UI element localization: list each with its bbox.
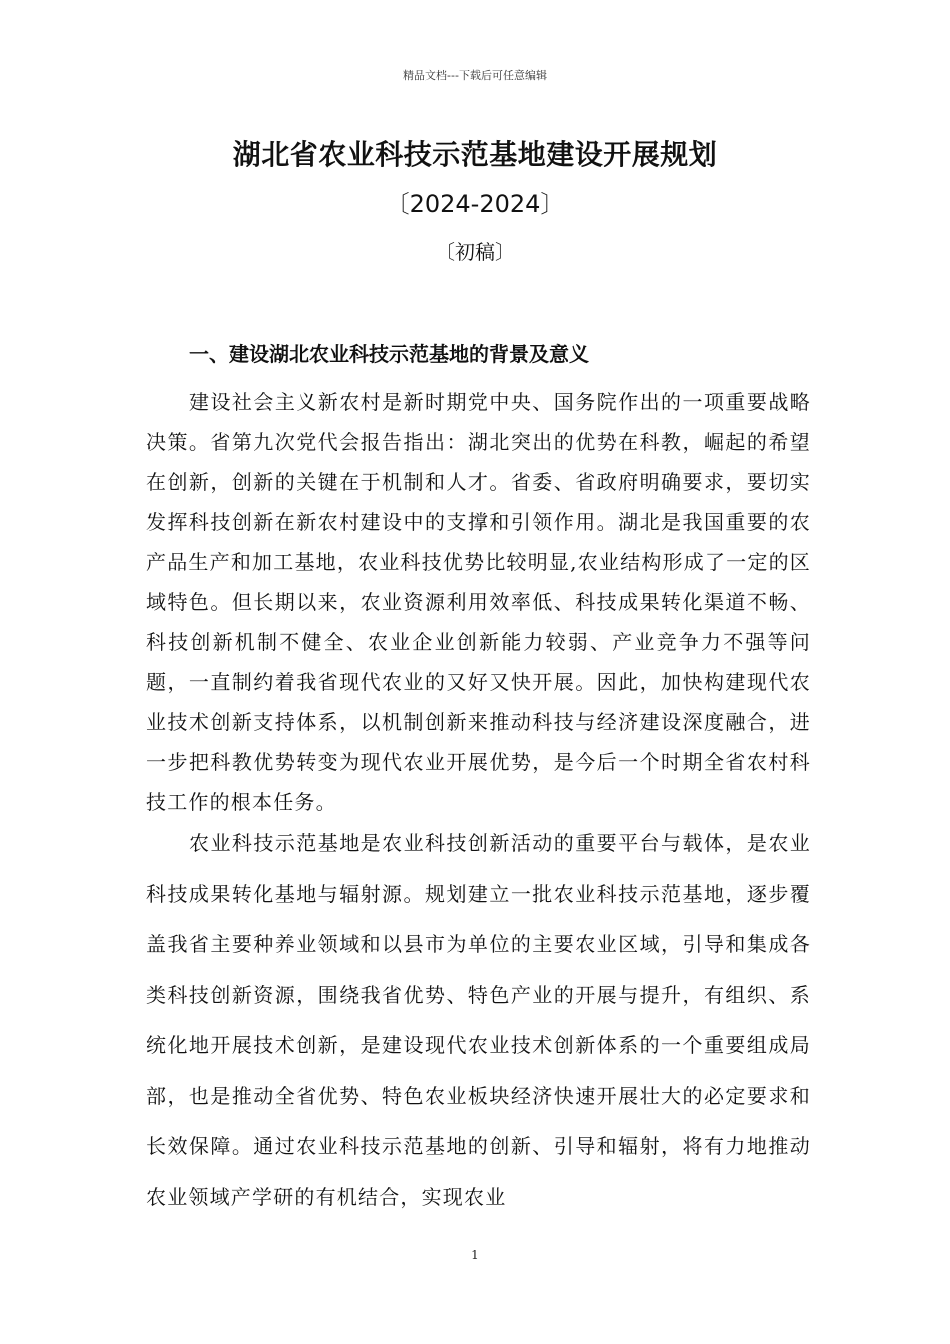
document-years: 〔2024-2024〕 [385,190,565,218]
document-title: 湖北省农业科技示范基地建设开展规划 [232,138,718,171]
page-number: 1 [471,1248,479,1262]
document-draft-label: 〔初稿〕 [435,240,515,264]
header-note: 精品文档---下载后可任意编辑 [403,69,547,82]
body-paragraph-2: 农业科技示范基地是农业科技创新活动的重要平台与载体，是农业科技成果转化基地与辐射源。规划建立一批农业科技示范基地，逐步覆盖我省主要种养业领域和以县市为单位的主要农业区域，引导和集成各类科技创新资源，围绕我省优势、特色产业的开展与提升，有组织、系统化地开展技术创新，是建设现代农业技术创新体系的一个重要组成局部，也是推动全省优势、特色农业板块经济快速开展壮大的必定要求和长效保障。通过农业科技示范基地的创新、引导和辐射，将有力地推动农业领域产学研的有机结合，实现农业 [146,831,811,1209]
section-heading: 一、建设湖北农业科技示范基地的背景及意义 [189,342,589,366]
body-paragraph-1: 建设社会主义新农村是新时期党中央、国务院作出的一项重要战略决策。省第九次党代会报告指出：湖北突出的优势在科教，崛起的希望在创新，创新的关键在于机制和人才。省委、省政府明确要求，要切实发挥科技创新在新农村建设中的支撑和引领作用。湖北是我国重要的农产品生产和加工基地，农业科技优势比较明显,农业结构形成了一定的区域特色。但长期以来，农业资源利用效率低、科技成果转化渠道不畅、科技创新机制不健全、农业企业创新能力较弱、产业竞争力不强等问题，一直制约着我省现代农业的又好又快开展。因此，加快构建现代农业技术创新支持体系，以机制创新来推动科技与经济建设深度融合，进一步把科教优势转变为现代农业开展优势，是今后一个时期全省农村科技工作的根本任务。 [146,390,811,814]
